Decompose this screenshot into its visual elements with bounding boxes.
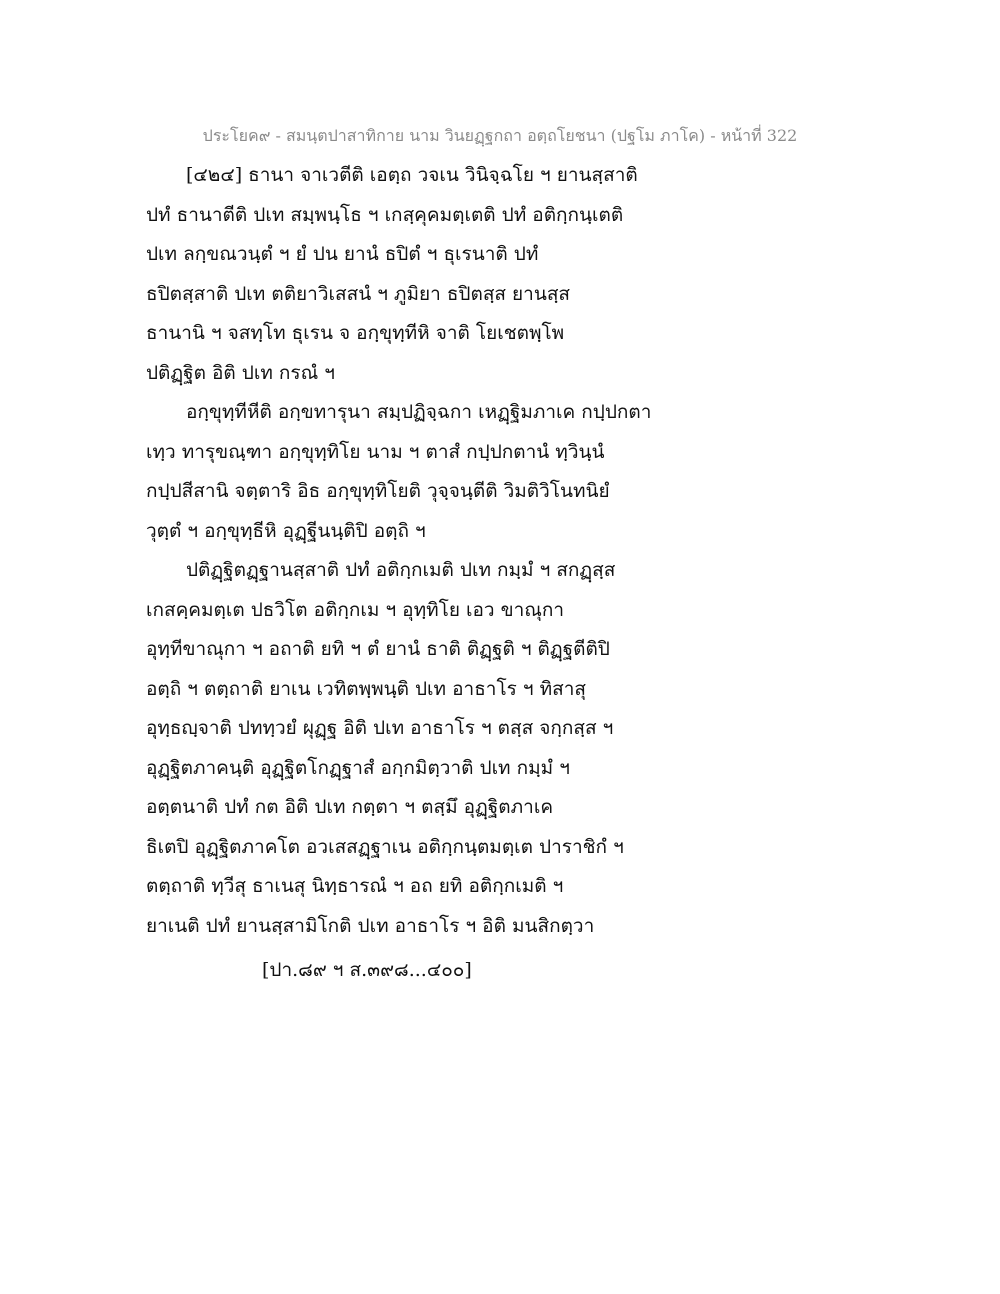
text-line: ตตฺถาติ ทฺวีสุ ธาเนสุ นิทฺธารณํ ฯ อถ ยทิ อติกฺกเมติ ฯ: [146, 875, 564, 897]
body-text: [146, 156, 866, 946]
text-line: ธปิตสฺสาติ ปเท ตติยาวิเสสนํ ฯ ภูมิยา ธปิตสฺส ยานสฺส: [146, 282, 571, 305]
text-line: ยาเนติ ปทํ ยานสฺสามิโกติ ปเท อาธาโร ฯ อิติ มนสิกตฺวา: [146, 914, 595, 937]
page-reference: [ปา.๘๙ ฯ ส.๓๙๘...๔๐๐]: [262, 959, 472, 981]
text-line: ปติฏฺฐิตฏฺฐานสฺสาติ ปทํ อติกฺกเมติ ปเท กมฺมํ ฯ สกฏฺสฺส: [186, 559, 616, 581]
text-line: ปเท ลกฺขณวนฺตํ ฯ ยํ ปน ยานํ ธปิตํ ฯ ธุเรนาติ ปทํ: [146, 243, 539, 265]
paragraph: [146, 393, 866, 551]
text-line: ปทํ ธานาตีติ ปเท สมฺพนฺโธ ฯ เกสฺคุคมตฺเตติ ปทํ อติกฺกนฺเตติ: [146, 203, 624, 226]
text-line: [๔๒๔] ธานา จาเวตีติ เอตฺถ วจเน วินิจฺฉโย ฯ ยานสฺสาติ: [186, 164, 638, 186]
text-line: เกสคฺคมตฺเต ปธวิโต อติกฺกเม ฯ อุทฺทิโย เอว ขาณุกา: [146, 598, 565, 621]
text-line: ธานานิ ฯ จสทฺโท ธุเรน จ อกฺขุทฺทีหิ จาติ โยเชตพฺโพ: [146, 322, 565, 344]
text-line: อตฺถิ ฯ ตตฺถาติ ยาเน เวทิตพฺพนฺติ ปเท อาธาโร ฯ ทิสาสุ: [146, 677, 587, 700]
paragraph: [146, 156, 866, 393]
text-line: กปฺปสีสานิ จตฺตาริ อิธ อกฺขุทฺทิโยติ วุจฺจนฺตีติ วิมติวิโนทนิยํ: [146, 480, 610, 502]
text-line: ธิเตปิ อุฏฺฐิตภาคโต อวเสสฏฺฐาเน อติกฺกนฺตมตฺเต ปาราชิกํ ฯ: [146, 835, 624, 858]
paragraph: [146, 551, 866, 946]
text-line: ปติฏฺฐิต อิติ ปเท กรณํ ฯ: [146, 361, 335, 384]
text-line: อุทฺทีขาณุกา ฯ อถาติ ยทิ ฯ ตํ ยานํ ธาติ ติฏฺฐติ ฯ ติฏฺฐตีติปิ: [146, 638, 610, 660]
text-line: อุทฺธญฺจาติ ปททฺวยํ ผุฏฺฐ อิติ ปเท อาธาโร ฯ ตสฺส จกฺกสฺส ฯ: [146, 717, 614, 739]
text-line: วุตฺตํ ฯ อกฺขุทฺธีหิ อุฏฺฐีนนฺติปิ อตฺถิ ฯ: [146, 519, 426, 542]
running-header: ประโยค๙ - สมนฺตปาสาทิกาย นาม วินยฏฺฐกถา อตฺถโยชนา (ปฐโม ภาโค) - หน้าที่ 322: [202, 126, 798, 145]
text-line: อกฺขุทฺทีหีติ อกฺขทารุนา สมฺปฏิจฺฉกา เหฏฺฐิมภาเค กปฺปกตา: [186, 401, 652, 423]
text-line: อุฏฺฐิตภาคนฺติ อุฏฺฐิตโกฏฺฐาสํ อกฺกมิตฺวาติ ปเท กมฺมํ ฯ: [146, 756, 570, 779]
text-line: อตฺตนาติ ปทํ กต อิติ ปเท กตฺตา ฯ ตสฺมึ อุฏฺฐิตภาเค: [146, 796, 554, 818]
text-line: เทฺว ทารุขณฺฑา อกฺขุทฺทิโย นาม ฯ ตาสํ กปฺปกตานํ ทฺวินฺนํ: [146, 440, 605, 463]
